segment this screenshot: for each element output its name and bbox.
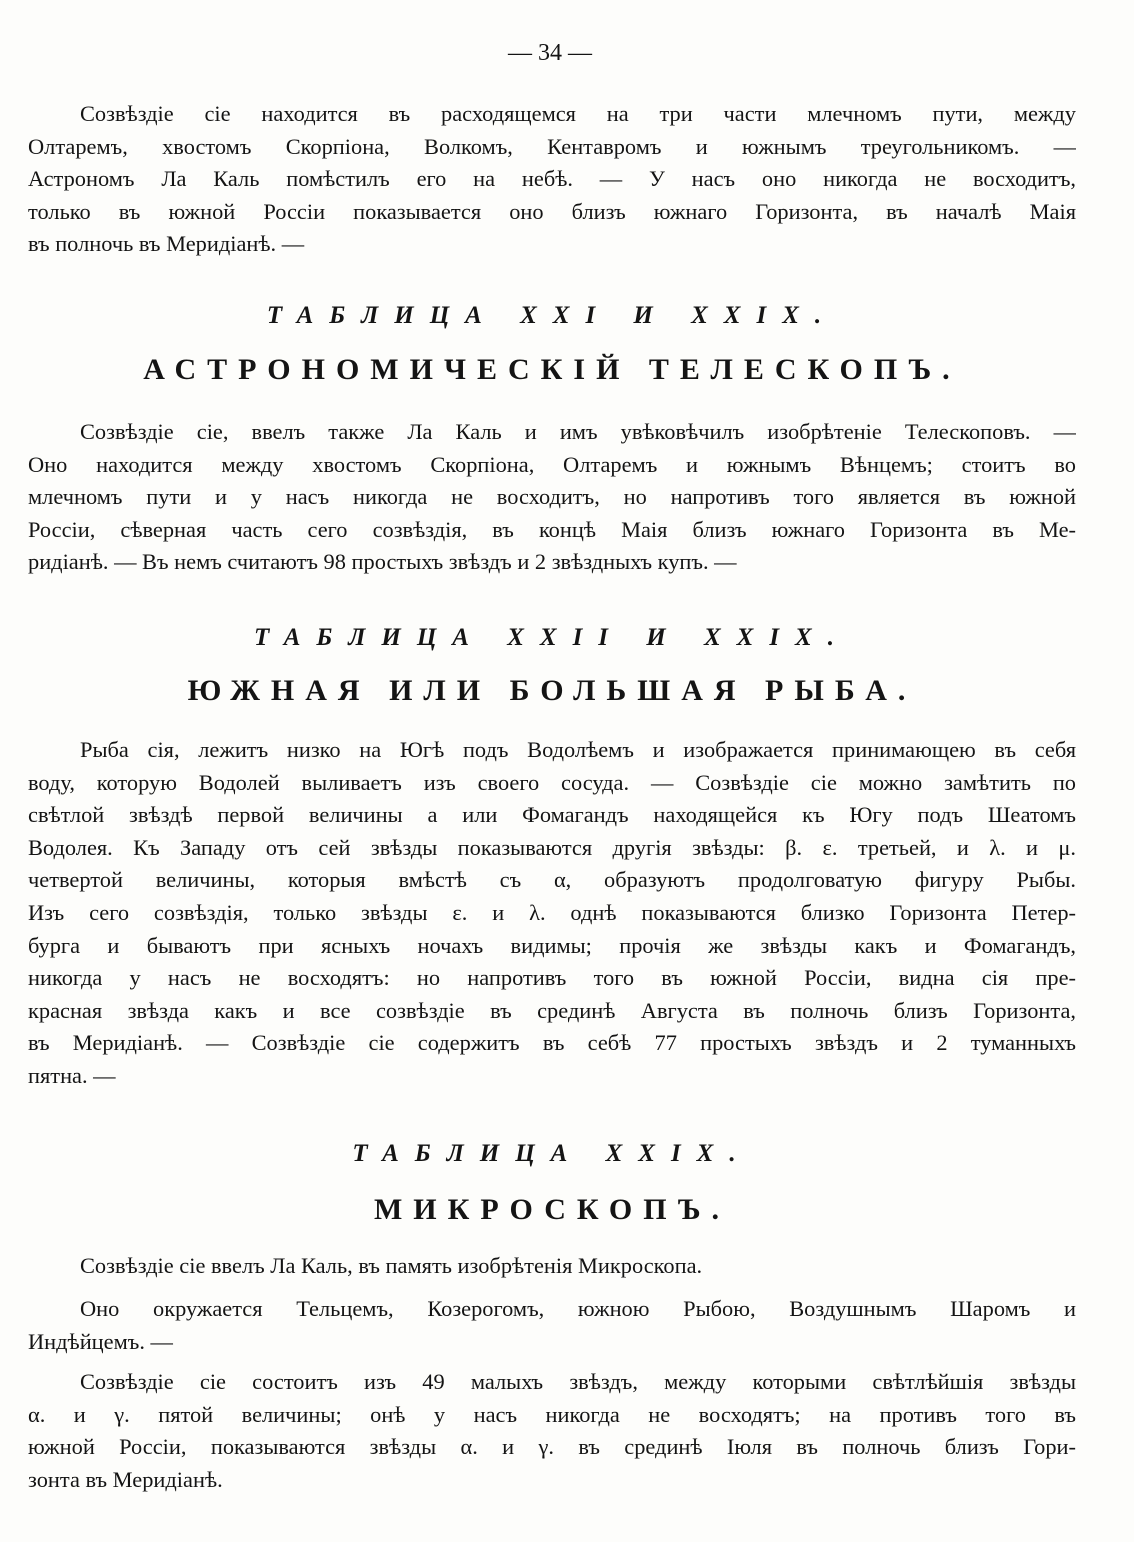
section-title: ЮЖНАЯ ИЛИ БОЛЬШАЯ РЫБА. (187, 674, 917, 707)
text-line: Созвѣздіе сіе, ввелъ также Ла Каль и имъ увѣковѣчилъ изобрѣтеніе Телескоповъ. — (80, 419, 1076, 444)
text-line: Рыба сія, лежитъ низко на Югѣ подъ Водолѣемъ и изображается принимающею въ себя (80, 737, 1076, 762)
text-line: Астрономъ Ла Каль помѣстилъ его на небѣ. — У насъ оно никогда не восходитъ, (28, 166, 1076, 192)
text-line: млечномъ пути и у насъ никогда не восходитъ, но напротивъ того является въ южной (28, 484, 1076, 510)
text-line: въ Меридіанѣ. — Созвѣздіе сіе содержитъ въ себѣ 77 простыхъ звѣздъ и 2 туманныхъ (28, 1030, 1076, 1056)
section-paragraph (28, 1293, 1076, 1358)
section-title: МИКРОСКОПЪ. (373, 1193, 731, 1226)
text-line: южной Россіи, показываются звѣзды α. и γ. въ срединѣ Іюля въ полночь близъ Гори- (28, 1434, 1076, 1460)
section-table-heading: ТАБЛИЦА XXI И XXIX. (266, 302, 838, 329)
text-line: Созвѣздіе сіе ввелъ Ла Каль, въ память изобрѣтенія Микроскопа. (80, 1253, 703, 1278)
section-table-heading: ТАБЛИЦА XXII И XXIX. (254, 624, 850, 651)
section-paragraph (28, 1366, 1076, 1496)
text-line: Созвѣздіе сіе состоитъ изъ 49 малыхъ звѣздъ, между которыми свѣтлѣйшія звѣзды (80, 1369, 1076, 1394)
text-line: пятна. — (28, 1062, 116, 1088)
text-line: α. и γ. пятой величины; онѣ у насъ никогда не восходятъ; на противъ того въ (28, 1401, 1076, 1427)
text-line: только въ южной Россіи показывается оно близъ южнаго Горизонта, въ началѣ Маія (28, 198, 1076, 224)
text-line: Индѣйцемъ. — (28, 1328, 173, 1354)
text-line: никогда у насъ не восходятъ: но напротивъ того въ южной Россіи, видна сія пре- (28, 965, 1076, 991)
page-number: — 34 — (508, 40, 592, 66)
text-line: четвертой величины, которыя вмѣстѣ съ α, образуютъ продолговатую фигуру Рыбы. (28, 867, 1076, 893)
section-paragraph (28, 734, 1076, 1093)
text-line: въ полночь въ Меридіанѣ. — (28, 231, 305, 257)
section-paragraph (28, 416, 1076, 579)
text-line: Оно окружается Тельцемъ, Козерогомъ, южною Рыбою, Воздушнымъ Шаромъ и (80, 1296, 1076, 1321)
text-line: красная звѣзда какъ и все созвѣздіе въ срединѣ Августа въ полночь близъ Горизонта, (28, 997, 1076, 1023)
text-line: Созвѣздіе сіе находится въ расходящемся на три части млечномъ пути, между (80, 101, 1076, 126)
section-paragraph (28, 1250, 1076, 1283)
text-line: Оно находится между хвостомъ Скорпіона, Олтаремъ и южнымъ Вѣнцемъ; стоитъ во (28, 451, 1076, 477)
text-line: ридіанѣ. — Въ немъ считаютъ 98 простыхъ звѣздъ и 2 звѣздныхъ купъ. — (28, 549, 737, 575)
text-line: Водолея. Къ Западу отъ сей звѣзды показываются другія звѣзды: β. ε. третьей, и λ. и μ. (28, 834, 1076, 860)
text-line: бурга и бываютъ при ясныхъ ночахъ видимы; прочія же звѣзды какъ и Фомагандъ, (28, 932, 1076, 958)
text-line: Россіи, сѣверная часть сего созвѣздія, въ концѣ Маія близъ южнаго Горизонта въ Ме- (28, 516, 1076, 542)
intro-paragraph (28, 98, 1076, 261)
text-line: воду, которую Водолей выливаетъ изъ своего сосуда. — Созвѣздіе сіе можно замѣтить по (28, 769, 1076, 795)
section-table-heading: ТАБЛИЦА XXIX. (352, 1140, 752, 1167)
section-title: АСТРОНОМИЧЕСКІЙ ТЕЛЕСКОПЪ. (143, 353, 961, 386)
text-line: свѣтлой звѣздѣ первой величины а или Фомагандъ находящейся къ Югу подъ Шеатомъ (28, 802, 1076, 828)
text-line: Олтаремъ, хвостомъ Скорпіона, Волкомъ, Кентавромъ и южнымъ треугольникомъ. — (28, 133, 1076, 159)
text-line: Изъ сего созвѣздія, только звѣзды ε. и λ. однѣ показываются близко Горизонта Петер- (28, 899, 1076, 925)
text-line: зонта въ Меридіанѣ. (28, 1466, 223, 1492)
